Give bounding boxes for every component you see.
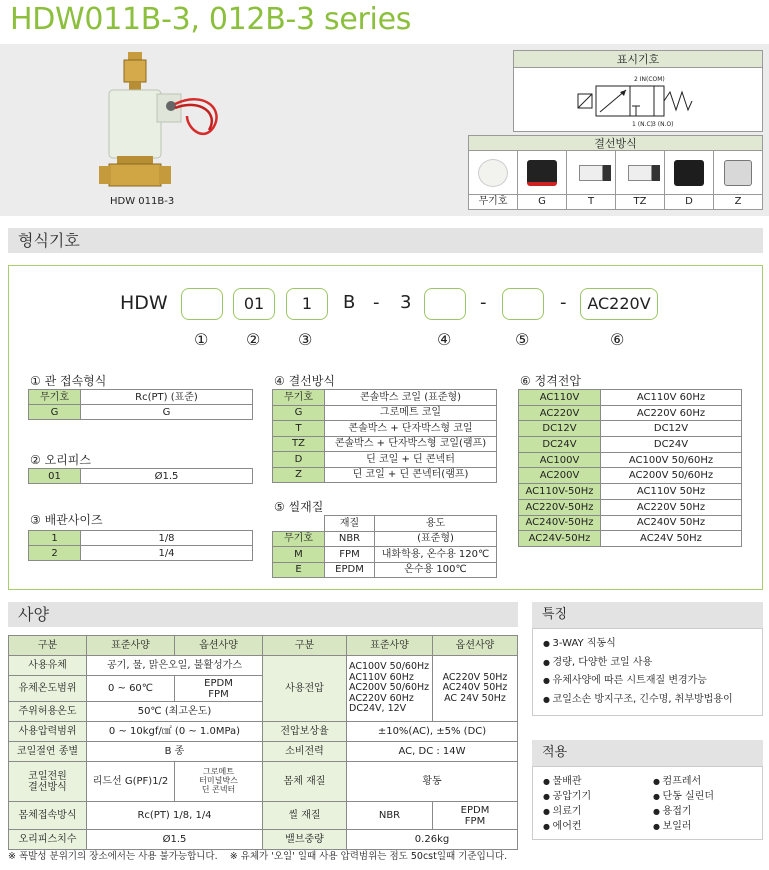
list-item: ● 단동 실린더 bbox=[653, 789, 714, 804]
cell: DC24V bbox=[519, 437, 601, 453]
features-heading: 특징 bbox=[532, 602, 763, 628]
table-row bbox=[273, 547, 497, 563]
wiring-codes bbox=[469, 195, 762, 209]
product-caption: HDW 011B-3 bbox=[110, 196, 175, 207]
cell: 재질 bbox=[325, 516, 375, 532]
cell: T bbox=[273, 421, 325, 437]
cell: AC, DC : 14W bbox=[347, 742, 518, 762]
cell: AC100V 50/60Hz AC110V 60Hz AC200V 50/60Hz AC220V 60Hz DC24V, 12V bbox=[347, 656, 433, 722]
cell: NBR bbox=[325, 531, 375, 547]
cell: TZ bbox=[273, 436, 325, 452]
table-row bbox=[9, 656, 518, 676]
marker-6: ⑥ bbox=[610, 330, 625, 349]
code-box-seal bbox=[502, 288, 544, 320]
cell: 몸체 재질 bbox=[263, 762, 347, 802]
wiring-type-title: ④ 결선방식 bbox=[274, 374, 335, 388]
list-item: ● 보일러 bbox=[653, 819, 714, 834]
table-row bbox=[9, 802, 518, 830]
table-row bbox=[9, 636, 518, 656]
spec-table bbox=[8, 635, 518, 850]
connection-title: ① 관 접속형식 bbox=[30, 374, 107, 388]
wiring-images bbox=[469, 151, 762, 195]
table-row bbox=[519, 390, 742, 406]
table-row bbox=[519, 421, 742, 437]
cell: 콘솔박스 + 단자박스형 코일 bbox=[325, 421, 497, 437]
cell: 0 ~ 60℃ bbox=[87, 676, 175, 702]
valve-symbol bbox=[514, 68, 762, 130]
table-row bbox=[29, 531, 253, 546]
wiring-code-tz: TZ bbox=[616, 195, 665, 209]
cell: 그로메트 코일 bbox=[325, 405, 497, 421]
features-box bbox=[532, 628, 763, 716]
code-box-connection bbox=[181, 288, 223, 320]
cell: 무기호 bbox=[29, 390, 81, 405]
list-item: ● 코일소손 방지구조, 긴수명, 취부방법용이 bbox=[543, 691, 762, 710]
cell: FPM bbox=[325, 547, 375, 563]
cell: (표준형) bbox=[375, 531, 497, 547]
table-row bbox=[29, 546, 253, 561]
marker-5: ⑤ bbox=[515, 330, 530, 349]
cell: 표준사양 bbox=[347, 636, 433, 656]
symbol-box bbox=[513, 50, 763, 132]
table-row bbox=[9, 762, 518, 802]
list-item: ● 경량, 다양한 코일 사용 bbox=[543, 654, 762, 673]
cell: G bbox=[81, 405, 253, 420]
cell: 콘솔박스 코일 (표준형) bbox=[325, 390, 497, 406]
cell: 소비전력 bbox=[263, 742, 347, 762]
table-row bbox=[273, 390, 497, 406]
list-item: ● 3-WAY 직동식 bbox=[543, 635, 762, 654]
table-row bbox=[519, 531, 742, 547]
table-row bbox=[29, 469, 253, 484]
table-row bbox=[273, 405, 497, 421]
cell: 코일절연 종별 bbox=[9, 742, 87, 762]
code-box-wiring bbox=[424, 288, 466, 320]
cell: 사용유체 bbox=[9, 656, 87, 676]
code-letter-b: B bbox=[343, 292, 356, 313]
spec-section-heading: 사양 bbox=[8, 602, 518, 627]
cell: 0 ~ 10kgf/㎠ (0 ~ 1.0MPa) bbox=[87, 722, 263, 742]
cell bbox=[273, 516, 325, 532]
applications-box bbox=[532, 766, 763, 840]
product-image bbox=[95, 50, 245, 198]
marker-3: ③ bbox=[298, 330, 313, 349]
code-dash-3: - bbox=[560, 292, 567, 313]
cell: 오리피스치수 bbox=[9, 830, 87, 850]
port-no-label: 3 (N.O) bbox=[652, 121, 674, 128]
cell: AC24V-50Hz bbox=[519, 531, 601, 547]
list-item: ● 물배관 bbox=[543, 774, 653, 789]
cell: AC24V 50Hz bbox=[601, 531, 742, 547]
table-row bbox=[29, 390, 253, 405]
table-row bbox=[519, 499, 742, 515]
cell: 리드선 G(PF)1/2 bbox=[87, 762, 175, 802]
pipe-size-table bbox=[28, 530, 253, 561]
table-row bbox=[519, 405, 742, 421]
cell: AC110V-50Hz bbox=[519, 484, 601, 500]
cell: 몸체접속방식 bbox=[9, 802, 87, 830]
cell: AC220V 60Hz bbox=[601, 405, 742, 421]
cell: DC24V bbox=[601, 437, 742, 453]
wiring-code-t: T bbox=[567, 195, 616, 209]
cell: AC220V bbox=[519, 405, 601, 421]
list-item: ● 용접기 bbox=[653, 804, 714, 819]
cell: 딘 코일 + 딘 콘넥터(램프) bbox=[325, 467, 497, 483]
wiring-img-standard bbox=[469, 151, 518, 194]
cell: 1/8 bbox=[81, 531, 253, 546]
table-row bbox=[519, 452, 742, 468]
cell: 밸브중량 bbox=[263, 830, 347, 850]
cell: B 종 bbox=[87, 742, 263, 762]
cell: D bbox=[273, 452, 325, 468]
cell: AC220V 50Hz AC240V 50Hz AC 24V 50Hz bbox=[433, 656, 518, 722]
orifice-table bbox=[28, 468, 253, 484]
code-number-3: 3 bbox=[400, 292, 412, 313]
cell: 씰 재질 bbox=[263, 802, 347, 830]
wiring-img-tz bbox=[616, 151, 665, 194]
cell: 무기호 bbox=[273, 390, 325, 406]
cell: E bbox=[273, 562, 325, 578]
cell: 콘솔박스 + 단자박스형 코일(램프) bbox=[325, 436, 497, 452]
cell: 표준사양 bbox=[87, 636, 175, 656]
code-box-pipe: 1 bbox=[286, 288, 328, 320]
cell: 무기호 bbox=[273, 531, 325, 547]
table-row bbox=[9, 742, 518, 762]
cell: 사용압력범위 bbox=[9, 722, 87, 742]
table-row bbox=[273, 562, 497, 578]
connection-table bbox=[28, 389, 253, 420]
cell: DC12V bbox=[601, 421, 742, 437]
cell: AC240V-50Hz bbox=[519, 515, 601, 531]
cell: 1 bbox=[29, 531, 81, 546]
table-row bbox=[273, 516, 497, 532]
cell: ±10%(AC), ±5% (DC) bbox=[347, 722, 518, 742]
list-item: ● 에어컨 bbox=[543, 819, 653, 834]
page-title: HDW011B-3, 012B-3 series bbox=[10, 2, 412, 37]
cell: 2 bbox=[29, 546, 81, 561]
list-item: ● 공압기기 bbox=[543, 789, 653, 804]
wiring-img-z bbox=[714, 151, 762, 194]
symbol-heading: 표시기호 bbox=[514, 51, 762, 68]
table-row bbox=[519, 468, 742, 484]
model-section-heading: 형식기호 bbox=[8, 228, 763, 253]
cell: 황동 bbox=[347, 762, 518, 802]
footnote: ※ 폭발성 분위기의 장소에서는 사용 불가능합니다. ※ 유체가 '오일' 일때 사용 압력범위는 점도 50cst일때 기준입니다. bbox=[8, 851, 508, 862]
cell: Rc(PT) 1/8, 1/4 bbox=[87, 802, 263, 830]
cell: 주위허용온도 bbox=[9, 702, 87, 722]
table-row bbox=[273, 421, 497, 437]
cell: AC100V bbox=[519, 452, 601, 468]
cell: EPDM FPM bbox=[433, 802, 518, 830]
cell: AC100V 50/60Hz bbox=[601, 452, 742, 468]
code-box-voltage: AC220V bbox=[580, 288, 658, 320]
table-row bbox=[519, 515, 742, 531]
marker-4: ④ bbox=[437, 330, 452, 349]
cell: 옵션사양 bbox=[175, 636, 263, 656]
marker-2: ② bbox=[246, 330, 261, 349]
voltage-title: ⑥ 정격전압 bbox=[520, 374, 581, 388]
table-row bbox=[273, 467, 497, 483]
wiring-img-d bbox=[665, 151, 714, 194]
table-row bbox=[519, 484, 742, 500]
pipe-size-title: ③ 배관사이즈 bbox=[30, 513, 103, 527]
cell: 내화학용, 온수용 120℃ bbox=[375, 547, 497, 563]
cell: 전압보상율 bbox=[263, 722, 347, 742]
code-dash-2: - bbox=[480, 292, 487, 313]
wiring-code-g: G bbox=[518, 195, 567, 209]
table-row bbox=[273, 436, 497, 452]
cell: 용도 bbox=[375, 516, 497, 532]
cell: AC200V 50/60Hz bbox=[601, 468, 742, 484]
seal-title: ⑤ 씰재질 bbox=[274, 500, 324, 514]
cell: Ø1.5 bbox=[87, 830, 263, 850]
cell: Rc(PT) (표준) bbox=[81, 390, 253, 405]
cell: 50℃ (최고온도) bbox=[87, 702, 263, 722]
table-row bbox=[273, 452, 497, 468]
cell: M bbox=[273, 547, 325, 563]
code-box-orifice: 01 bbox=[233, 288, 275, 320]
wiring-img-t bbox=[567, 151, 616, 194]
list-item: ● 유체사양에 따른 시트재질 변경가능 bbox=[543, 672, 762, 691]
voltage-table bbox=[518, 389, 742, 547]
cell: Ø1.5 bbox=[81, 469, 253, 484]
applications-heading: 적용 bbox=[532, 740, 763, 766]
cell: EPDM FPM bbox=[175, 676, 263, 702]
wiring-code-standard: 무기호 bbox=[469, 195, 518, 209]
cell: 01 bbox=[29, 469, 81, 484]
cell: G bbox=[273, 405, 325, 421]
seal-table bbox=[272, 515, 497, 578]
table-row bbox=[519, 437, 742, 453]
cell: 유체온도범위 bbox=[9, 676, 87, 702]
cell: 0.26kg bbox=[347, 830, 518, 850]
code-dash-1: - bbox=[373, 292, 380, 313]
list-item: ● 의료기 bbox=[543, 804, 653, 819]
cell: AC220V-50Hz bbox=[519, 499, 601, 515]
cell: 딘 코일 + 딘 콘넥터 bbox=[325, 452, 497, 468]
cell: AC110V bbox=[519, 390, 601, 406]
cell: G bbox=[29, 405, 81, 420]
cell: AC110V 50Hz bbox=[601, 484, 742, 500]
cell: 온수용 100℃ bbox=[375, 562, 497, 578]
port-com-label: 2 IN(COM) bbox=[634, 76, 665, 83]
wiring-img-g bbox=[518, 151, 567, 194]
wiring-heading: 결선방식 bbox=[469, 136, 762, 151]
wiring-code-z: Z bbox=[734, 196, 742, 207]
orifice-title: ② 오리피스 bbox=[30, 453, 91, 467]
cell: 공기, 물, 맑은오일, 불활성가스 bbox=[87, 656, 263, 676]
wiring-code-d: D bbox=[665, 195, 714, 209]
table-row bbox=[9, 830, 518, 850]
cell: EPDM bbox=[325, 562, 375, 578]
list-item: ● 컴프레서 bbox=[653, 774, 714, 789]
wiring-box bbox=[468, 135, 763, 210]
cell: 구분 bbox=[9, 636, 87, 656]
cell: Z bbox=[273, 467, 325, 483]
cell: AC110V 60Hz bbox=[601, 390, 742, 406]
cell: 코일전원 결선방식 bbox=[9, 762, 87, 802]
table-row bbox=[9, 722, 518, 742]
model-prefix: HDW bbox=[120, 292, 168, 314]
cell: DC12V bbox=[519, 421, 601, 437]
cell: AC220V 50Hz bbox=[601, 499, 742, 515]
table-row bbox=[29, 405, 253, 420]
wiring-type-table bbox=[272, 389, 497, 483]
cell: 구분 bbox=[263, 636, 347, 656]
marker-1: ① bbox=[194, 330, 209, 349]
port-nc-label: 1 (N.C) bbox=[632, 121, 653, 128]
cell: AC200V bbox=[519, 468, 601, 484]
cell: 사용전압 bbox=[263, 656, 347, 722]
cell: 그로메트 터미널박스 딘 콘넥터 bbox=[175, 762, 263, 802]
cell: AC240V 50Hz bbox=[601, 515, 742, 531]
cell: 옵션사양 bbox=[433, 636, 518, 656]
cell: NBR bbox=[347, 802, 433, 830]
table-row bbox=[273, 531, 497, 547]
cell: 1/4 bbox=[81, 546, 253, 561]
